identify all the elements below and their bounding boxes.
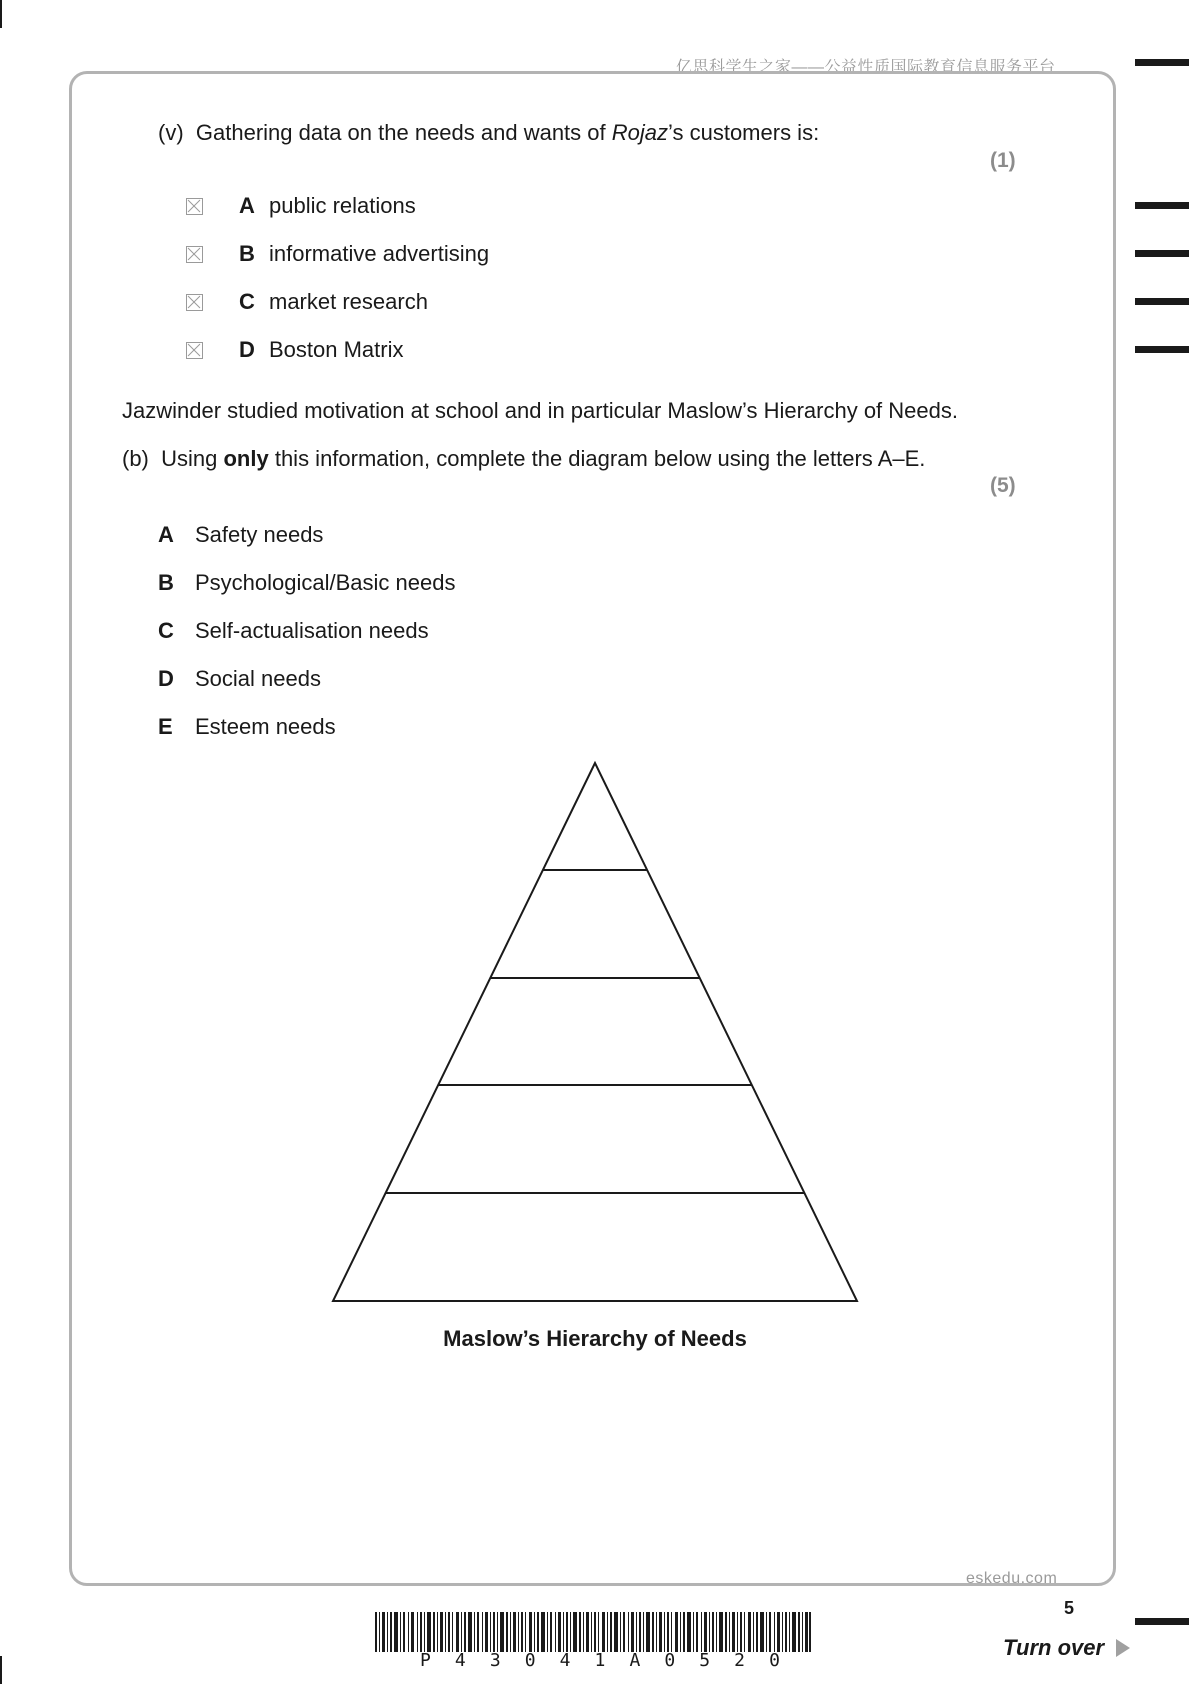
barcode-digit: 1 xyxy=(594,1650,606,1671)
question-b-marks: (5) xyxy=(990,474,1016,497)
barcode-digit: 5 xyxy=(699,1650,711,1671)
turn-over xyxy=(1003,1635,1130,1661)
barcode-digit: A xyxy=(629,1650,641,1671)
page-number: 5 xyxy=(1064,1598,1075,1618)
option-b[interactable] xyxy=(186,239,489,269)
maslow-pyramid xyxy=(330,758,860,1306)
question-v-label: (v) xyxy=(158,120,184,145)
side-tick xyxy=(1135,59,1189,66)
need-item xyxy=(158,520,323,550)
barcode-digit: 4 xyxy=(454,1650,466,1671)
barcode-digit: 4 xyxy=(559,1650,571,1671)
side-tick xyxy=(1135,250,1189,257)
barcode xyxy=(375,1612,811,1652)
question-b xyxy=(122,446,925,472)
barcode-digit: 2 xyxy=(734,1650,745,1671)
need-text: Safety needs xyxy=(195,522,324,547)
barcode-digit: 0 xyxy=(664,1650,676,1671)
option-letter: A xyxy=(239,193,255,218)
need-text: Social needs xyxy=(195,666,321,691)
need-text: Psychological/Basic needs xyxy=(195,570,456,595)
option-text: Boston Matrix xyxy=(269,337,404,362)
checkbox-c[interactable] xyxy=(186,294,203,311)
question-b-label: (b) xyxy=(122,446,149,471)
need-letter: D xyxy=(158,666,174,691)
need-item xyxy=(158,616,429,646)
barcode-digit: 0 xyxy=(769,1650,780,1671)
question-v-marks: (1) xyxy=(990,149,1016,172)
question-v xyxy=(158,120,819,146)
need-letter: A xyxy=(158,522,174,547)
barcode-digits xyxy=(420,1650,780,1671)
checkbox-a[interactable] xyxy=(186,198,203,215)
turn-over-label: Turn over xyxy=(1003,1635,1105,1660)
option-letter: C xyxy=(239,289,255,314)
need-item xyxy=(158,712,336,742)
pyramid-outline xyxy=(333,763,857,1301)
option-text: informative advertising xyxy=(269,241,490,266)
barcode-digit: P xyxy=(420,1650,431,1671)
barcode-digit: 3 xyxy=(489,1650,501,1671)
need-text: Esteem needs xyxy=(195,714,336,739)
option-text: public relations xyxy=(269,193,416,218)
option-d[interactable] xyxy=(186,335,404,365)
checkbox-b[interactable] xyxy=(186,246,203,263)
option-c[interactable] xyxy=(186,287,428,317)
question-b-text: Using only this information, complete the diagram below using the letters A–E. xyxy=(161,446,926,471)
intro-text: Jazwinder studied motivation at school and in particular Maslow’s Hierarchy of Needs. xyxy=(122,398,958,423)
need-item xyxy=(158,568,455,598)
need-letter: B xyxy=(158,570,174,595)
option-letter: D xyxy=(239,337,255,362)
barcode-digit: 0 xyxy=(524,1650,536,1671)
need-letter: E xyxy=(158,714,173,739)
question-v-text: Gathering data on the needs and wants of Rojaz’s customers is: xyxy=(195,120,820,145)
header-watermark: 亿思科学生之家——公益性质国际教育信息服务平台 xyxy=(676,59,1056,76)
play-arrow-icon xyxy=(1116,1639,1130,1657)
side-tick xyxy=(1135,1618,1189,1625)
crop-mark-top-left-v xyxy=(0,0,2,28)
side-tick xyxy=(1135,298,1189,305)
diagram-caption: Maslow’s Hierarchy of Needs xyxy=(443,1326,747,1351)
side-tick xyxy=(1135,346,1189,353)
need-letter: C xyxy=(158,618,174,643)
option-a[interactable] xyxy=(186,191,416,221)
need-text: Self-actualisation needs xyxy=(195,618,429,643)
footer-watermark: eskedu.com xyxy=(966,1570,1058,1587)
option-letter: B xyxy=(239,241,255,266)
option-text: market research xyxy=(269,289,428,314)
checkbox-d[interactable] xyxy=(186,342,203,359)
side-tick xyxy=(1135,202,1189,209)
need-item xyxy=(158,664,321,694)
crop-mark-bottom-left-v xyxy=(0,1656,2,1684)
